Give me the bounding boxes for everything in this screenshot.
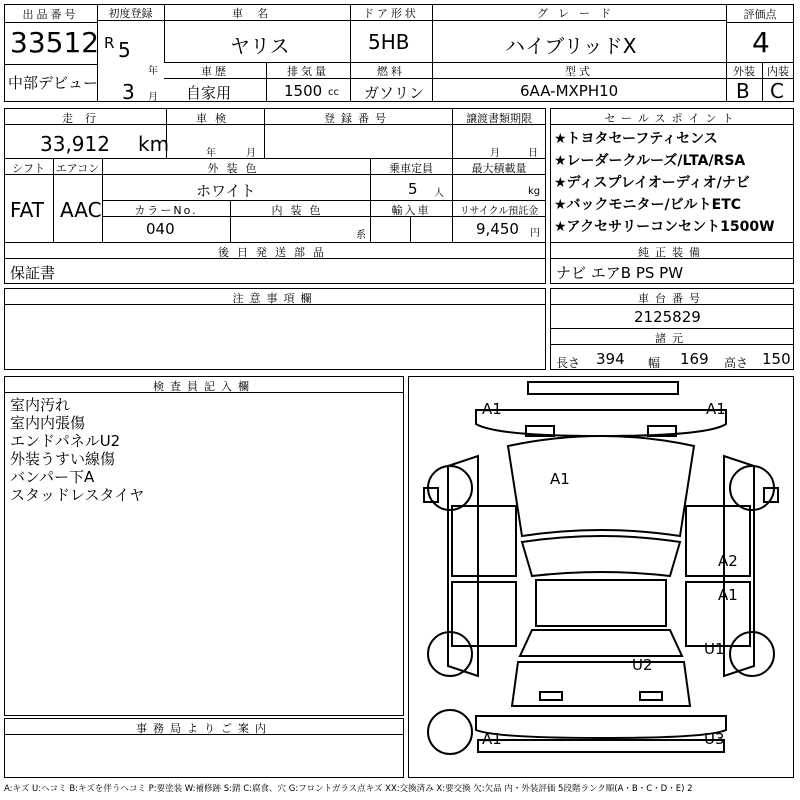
- reg-month: 3: [122, 80, 135, 104]
- sales-point-5: ★アクセサリーコンセント1500W: [554, 219, 775, 235]
- recycle-unit: 円: [530, 228, 540, 239]
- damage-rear-left: A1: [482, 730, 502, 748]
- seats: 5: [408, 180, 418, 198]
- sales-label: セールスポイント: [604, 112, 740, 125]
- colorno-label: カラーNo.: [134, 204, 198, 217]
- transfer-month-unit: 月: [490, 148, 500, 159]
- int-score: C: [770, 79, 784, 103]
- ac-label: エアコン: [55, 162, 100, 175]
- fuel: ガソリン: [364, 84, 425, 102]
- height-label: 高さ: [724, 356, 749, 370]
- displacement: 1500: [284, 82, 323, 100]
- ac: AAC: [60, 198, 102, 222]
- damage-front-right: A1: [706, 400, 726, 418]
- car-diagram: [408, 376, 794, 778]
- office-label: 事務局よりご案内: [136, 722, 272, 735]
- history-label: 車歴: [201, 65, 229, 78]
- sales-point-3: ★ディスプレイオーディオ/ナビ: [554, 175, 750, 191]
- plate-label: 登録番号: [324, 112, 392, 125]
- door-type: 5HB: [368, 30, 410, 54]
- inspector-note-3: エンドパネルU2: [10, 432, 121, 450]
- damage-rear-right: U3: [704, 730, 725, 748]
- score-label: 評価点: [743, 8, 777, 21]
- seats-unit: 人: [434, 188, 444, 199]
- intcolor-label: 内装色: [271, 204, 329, 217]
- inspector-label: 検査員記入欄: [153, 380, 255, 393]
- equipment: ナビ エアB PS PW: [556, 264, 684, 282]
- reg-month-unit: 月: [148, 92, 158, 103]
- ext-label: 外装: [733, 65, 755, 78]
- door-label: ドア形状: [363, 7, 419, 20]
- damage-trunk: U2: [632, 656, 653, 674]
- import-label: 輸入車: [391, 204, 431, 217]
- length: 394: [596, 350, 625, 368]
- inspector-note-1: 室内汚れ: [10, 396, 71, 414]
- damage-rear-fender-right: U1: [704, 640, 725, 658]
- inspector-note-5: バンパー下A: [10, 468, 95, 486]
- notes-label: 注意事項欄: [232, 292, 318, 305]
- reg-year-unit: 年: [148, 66, 158, 77]
- sales-point-4: ★バックモニター/ビルトETC: [554, 197, 742, 213]
- shift-label: シフト: [12, 162, 45, 175]
- mileage-label: 走行: [62, 112, 108, 125]
- height: 150: [762, 350, 791, 368]
- shift: FAT: [10, 198, 45, 222]
- color: ホワイト: [196, 182, 256, 200]
- name-label: 車名: [232, 7, 282, 20]
- damage-rear-door-right: A1: [718, 586, 738, 604]
- chassis-label: 車台番号: [638, 292, 706, 305]
- mileage-unit: km: [138, 132, 170, 156]
- sales-point-2: ★レーダークルーズ/LTA/RSA: [554, 153, 746, 169]
- lot-label: 出品番号: [22, 8, 79, 21]
- transfer-label: 譲渡書類期限: [466, 112, 532, 125]
- color-label: 外装色: [207, 162, 265, 175]
- model: 6AA-MXPH10: [520, 82, 619, 100]
- inspector-note-6: スタッドレスタイヤ: [10, 486, 145, 504]
- reg-year: 5: [118, 38, 131, 62]
- reg-label: 初度登録: [108, 7, 153, 20]
- inspection-label: 車検: [196, 112, 234, 125]
- grade-label: グレード: [537, 7, 621, 20]
- length-label: 長さ: [556, 356, 581, 370]
- damage-front-door-right: A2: [718, 552, 738, 570]
- color-no: 040: [146, 220, 175, 238]
- width-label: 幅: [648, 356, 661, 370]
- reg-era: R: [104, 34, 115, 52]
- car-name: ヤリス: [230, 34, 290, 58]
- load-unit: kg: [528, 186, 541, 197]
- cc-unit: cc: [328, 87, 339, 98]
- inspection-month-unit: 月: [246, 148, 256, 159]
- width: 169: [680, 350, 709, 368]
- seats-label: 乗車定員: [389, 162, 433, 175]
- transfer-day-unit: 日: [528, 148, 538, 159]
- lot-number: 33512: [10, 26, 100, 59]
- model-label: 型式: [565, 65, 593, 78]
- later-parts: 保証書: [10, 264, 56, 282]
- equip-label: 純正装備: [638, 246, 706, 259]
- load-label: 最大積載量: [471, 162, 527, 175]
- score: 4: [752, 26, 770, 59]
- recycle-label: リサイクル預託金: [459, 206, 539, 217]
- int-label: 内装: [767, 65, 789, 78]
- legend: A:キズ U:ヘコミ B:キズを伴うヘコミ P:要塗装 W:補修跡 S:錆 C:腐食、穴 G:フロントガラス点キズ XX:交換済み X:要交換 欠:欠品 内・外装評価 5段階ランク順(A・B・C・D・E) 2: [4, 784, 693, 794]
- inspector-note-2: 室内内張傷: [10, 414, 86, 432]
- specs-label: 諸元: [655, 332, 689, 345]
- damage-front-left: A1: [482, 400, 502, 418]
- intcolor-unit: 系: [356, 230, 366, 241]
- later-label: 後日発送部品: [218, 246, 332, 259]
- ext-score: B: [736, 79, 750, 103]
- mileage: 33,912: [40, 132, 110, 156]
- inspector-note-4: 外装うすい線傷: [10, 450, 116, 468]
- sales-point-1: ★トヨタセーフティセンス: [554, 131, 718, 147]
- history: 自家用: [186, 84, 232, 102]
- inspection-year-unit: 年: [206, 148, 216, 159]
- chassis-number: 2125829: [634, 308, 701, 326]
- venue: 中部デビュー: [8, 74, 99, 92]
- recycle: 9,450: [476, 220, 519, 238]
- fuel-label: 燃料: [377, 65, 405, 78]
- disp-label: 排気量: [287, 65, 329, 78]
- damage-hood: A1: [550, 470, 570, 488]
- grade: ハイブリッドX: [505, 34, 637, 58]
